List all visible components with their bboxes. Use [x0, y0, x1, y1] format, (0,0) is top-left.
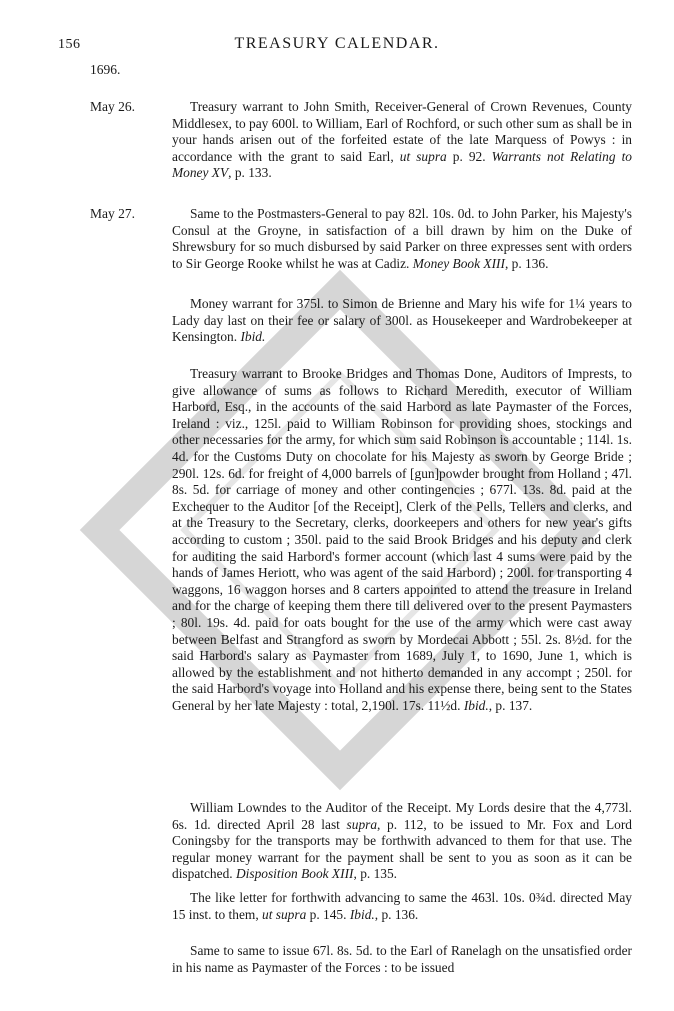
- entry-paragraph: Treasury warrant to John Smith, Receiver-General of Crown Revenues, County Middlesex, to pay 600l. to William, Earl of Rochford, or such other sum as shall be in your hands arisen out of the forfeited estate of the late Marquess of Powys : in accordance with the grant to said Earl, ut supra p. 92. Warrants not Relating to Money XV, p. 133.: [172, 99, 632, 181]
- entry-paragraph: William Lowndes to the Auditor of the Receipt. My Lords desire that the 4,773l. 6s. 1d. directed April 28 last supra, p. 112, to be issued to Mr. Fox and Lord Coningsby for the transports may be forthwith advanced to them for that use. The regular money warrant for the payment shall be sent to you as soon as it can be dispatched. Disposition Book XIII, p. 135.: [172, 800, 632, 882]
- page-number: 156: [58, 37, 81, 52]
- entry-paragraph: Same to the Postmasters-General to pay 82l. 10s. 0d. to John Parker, his Majesty's Consul at the Groyne, in satisfaction of a bill drawn by him on the Duke of Shrewsbury for so much disbursed by said Parker on three expresses sent with orders to Sir George Rooke whilst he was at Cadiz. Money Book XIII, p. 136.: [172, 206, 632, 271]
- entry-paragraph: The like letter for forthwith advancing to same the 463l. 10s. 0¾d. directed May 15 inst. to them, ut supra p. 145. Ibid., p. 136.: [172, 890, 632, 922]
- margin-year: 1696.: [90, 62, 121, 77]
- entry-paragraph: Money warrant for 375l. to Simon de Brienne and Mary his wife for 1¼ years to Lady day last on their fee or salary of 300l. as Housekeeper and Wardrobekeeper at Kensington. Ibid.: [172, 296, 632, 345]
- margin-date-may-26: May 26.: [90, 99, 135, 114]
- entry-paragraph: Treasury warrant to Brooke Bridges and Thomas Done, Auditors of Imprests, to give allowance of sums as follows to Richard Meredith, executor of William Harbord, Esq., in the accounts of the said Harbord as late Paymaster of the Forces, Ireland : viz., 125l. paid to William Robinson for providing shoes, stockings and other necessaries for the army, for which sum said Robinson is accountable ; 114l. 1s. 4d. for the Customs Duty on chocolate for his Majesty as sworn by George Bride ; 290l. 12s. 6d. for freight of 4,000 barrels of [gun]powder brought from Holland ; 47l. 8s. 5d. for carriage of money and other contingencies ; 677l. 13s. 8d. paid at the Exchequer to the Auditor [of the Receipt], Clerk of the Pells, Tellers and clerks, and at the Treasury to the Secretary, clerks, doorkeepers and others for new year's gifts according to custom ; 350l. paid to the said Brook Bridges and his deputy and clerk for auditing the said Harbord's former account (which last 4 sums were paid by the hands of James Heriott, who was agent of the said Harbord) ; 200l. for transporting 4 waggons, 16 waggon horses and 8 carters appointed to attend the treasure in Ireland and for the charge of keeping them there till delivered over to the present Paymasters ; 80l. 19s. 4d. paid for oats bought for the use of the army which were cast away between Belfast and Strangford as sworn by Mordecai Abbott ; 55l. 2s. 8½d. for the said Harbord's salary as Paymaster from 1689, July 1, to 1690, June 1, which is allowed by the establishment and not hitherto demanded in any accompt ; 250l. for the said Harbord's voyage into Holland and his expense there, being sent to the States General by her late Majesty : total, 2,190l. 17s. 11½d. Ibid., p. 137.: [172, 366, 632, 713]
- entry-paragraph: Same to same to issue 67l. 8s. 5d. to the Earl of Ranelagh on the unsatisfied order in his name as Paymaster of the Forces : to be issued: [172, 943, 632, 975]
- running-title: TREASURY CALENDAR.: [234, 35, 440, 52]
- margin-date-may-27: May 27.: [90, 206, 135, 221]
